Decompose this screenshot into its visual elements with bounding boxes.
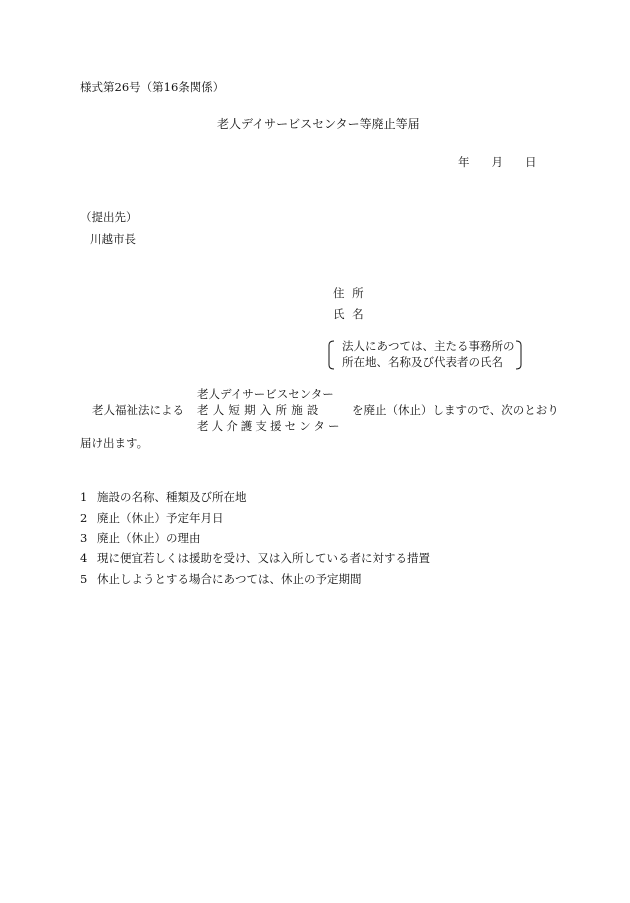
list-item-text: 施設の名称、種類及び所在地	[97, 490, 247, 504]
name-label: 氏 名	[333, 307, 366, 321]
facility-option-care-support: 老人介護支援センター	[197, 419, 343, 433]
submit-to-label: （提出先）	[80, 210, 138, 224]
list-item-number: 5	[80, 572, 88, 586]
date-year-label: 年	[458, 155, 470, 169]
list-item-text: 廃止（休止）の理由	[97, 531, 201, 545]
date-day-label: 日	[525, 155, 537, 169]
date-month-label: 月	[491, 155, 503, 169]
list-item-number: 4	[80, 551, 88, 565]
corporation-note-line-1: 法人にあつては、主たる事務所の	[342, 339, 515, 353]
list-item	[80, 513, 224, 525]
corporation-note	[327, 340, 523, 370]
list-item-number: 1	[80, 490, 88, 504]
list-item-text: 休止しようとする場合にあつては、休止の予定期間	[97, 572, 362, 586]
facility-option-day-service: 老人デイサービスセンター	[197, 387, 334, 401]
list-item-text: 廃止（休止）予定年月日	[97, 511, 224, 525]
list-item-number: 3	[80, 531, 88, 545]
document-title: 老人デイサービスセンター等廃止等届	[217, 117, 420, 131]
corporation-note-line-2: 所在地、名称及び代表者の氏名	[342, 355, 503, 369]
list-item	[80, 574, 362, 586]
facility-option-short-stay: 老人短期入所施設	[197, 403, 323, 417]
list-item	[80, 492, 247, 504]
list-item-number: 2	[80, 511, 88, 525]
date-line	[458, 157, 537, 169]
law-continuation: 届け出ます。	[80, 436, 149, 450]
form-number: 様式第26号（第16条関係）	[80, 80, 225, 94]
list-item	[80, 533, 201, 545]
law-prefix: 老人福祉法による	[92, 403, 184, 417]
law-suffix: を廃止（休止）しますので、次のとおり	[352, 403, 559, 417]
submit-to-name: 川越市長	[90, 232, 136, 246]
list-item-text: 現に便宜若しくは援助を受け、又は入所している者に対する措置	[97, 551, 431, 565]
list-item	[80, 553, 430, 565]
address-label: 住 所	[333, 286, 366, 300]
